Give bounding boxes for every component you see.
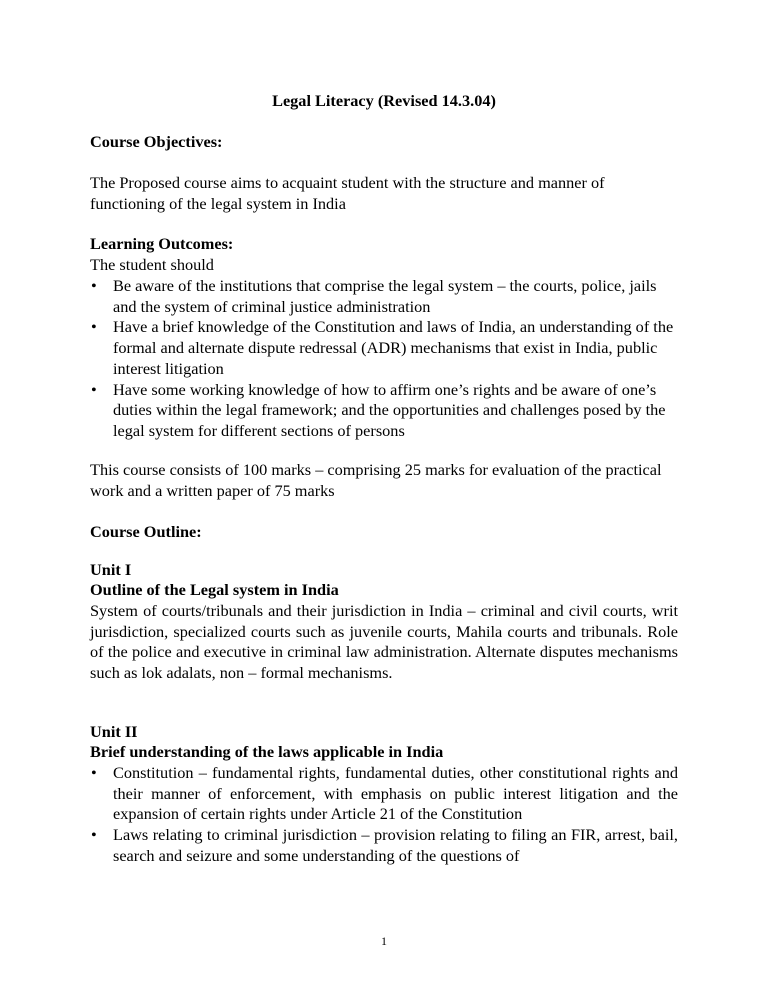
unit-1-title: Outline of the Legal system in India [90,580,339,599]
unit-2-label: Unit II [90,722,138,741]
list-item: • Laws relating to criminal jurisdiction – provision relating to filing an FIR, arrest, bail, search and seizure and some understanding of the questions of [90,825,678,866]
list-item: • Be aware of the institutions that comprise the legal system – the courts, police, jails and the system of criminal justice administration [90,276,678,317]
list-item: • Have a brief knowledge of the Constitution and laws of India, an understanding of the formal and alternate dispute redressal (ADR) mechanisms that exist in India, public interest litigation [90,317,678,379]
document-title: Legal Literacy (Revised 14.3.04) [272,91,496,110]
list-item: • Have some working knowledge of how to affirm one’s rights and be aware of one’s duties within the legal framework; and the opportunities and challenges posed by the legal system for different sections of persons [90,380,678,442]
list-item: • Constitution – fundamental rights, fundamental duties, other constitutional rights and their manner of enforcement, with emphasis on public interest litigation and the expansion of certain rights under Article 21 of the Constitution [90,763,678,825]
course-objectives-text: The Proposed course aims to acquaint student with the structure and manner of functioning of the legal system in India [90,173,605,213]
course-outline-heading: Course Outline: [90,522,202,541]
unit-1-text: System of courts/tribunals and their jurisdiction in India – criminal and civil courts, writ jurisdiction, specialized courts such as juvenile courts, Mahila courts and tribunals. Role of the police and executive in criminal law administration. Alternate disputes mechanisms such as lok adalats, non – formal mechanisms. [90,601,678,683]
course-objectives-heading: Course Objectives: [90,132,223,151]
unit-2-title: Brief understanding of the laws applicable in India [90,742,444,761]
learning-outcomes-heading: Learning Outcomes: [90,234,234,253]
page-number: 1 [381,934,387,948]
unit-1-label: Unit I [90,560,132,579]
learning-outcomes-list [90,276,678,442]
marks-text: This course consists of 100 marks – comprising 25 marks for evaluation of the practical work and a written paper of 75 marks [90,460,662,500]
unit-2-list [90,763,678,867]
learning-outcomes-intro: The student should [90,255,214,274]
